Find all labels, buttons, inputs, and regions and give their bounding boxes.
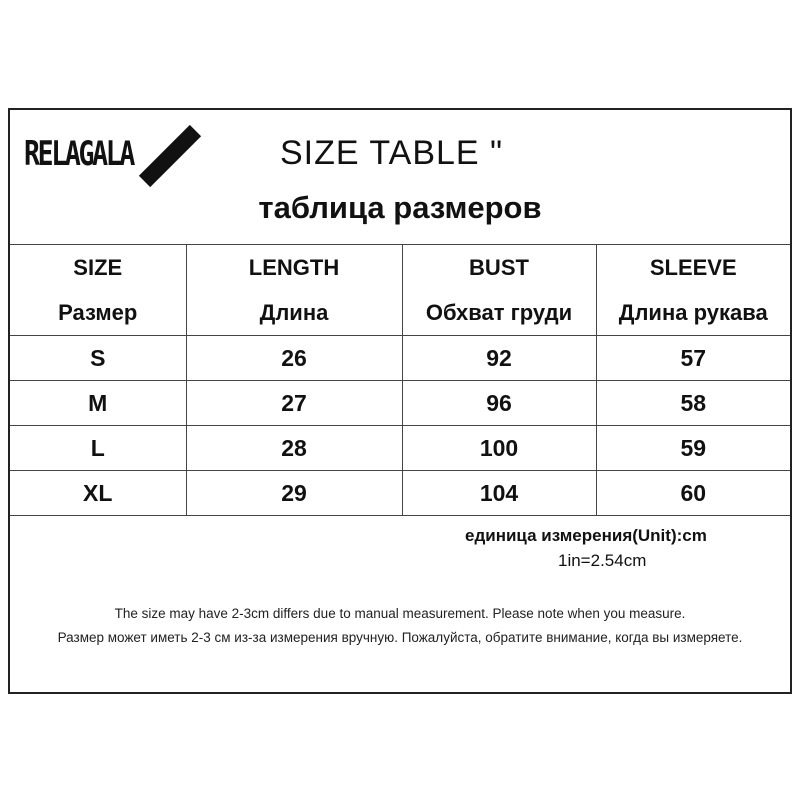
column-header-label-ru: Размер bbox=[58, 300, 138, 325]
cell-bust: 104 bbox=[402, 471, 596, 516]
cell-sleeve: 57 bbox=[596, 336, 790, 381]
column-header-label-en: BUST bbox=[469, 255, 529, 280]
brand-logo-text: RELAGALA bbox=[24, 134, 134, 174]
cell-size: L bbox=[10, 426, 186, 471]
column-header-size bbox=[10, 245, 186, 336]
cell-sleeve: 58 bbox=[596, 381, 790, 426]
table-row bbox=[10, 336, 790, 381]
column-header-label-en: SIZE bbox=[73, 255, 123, 280]
size-chart-header bbox=[10, 110, 790, 244]
size-table bbox=[10, 244, 790, 516]
column-header-length bbox=[186, 245, 402, 336]
size-chart-frame bbox=[8, 108, 792, 694]
cell-bust: 96 bbox=[402, 381, 596, 426]
cell-length: 29 bbox=[186, 471, 402, 516]
column-header-label-ru: Обхват груди bbox=[425, 300, 573, 325]
unit-note: единица измерения(Unit):cm bbox=[465, 526, 707, 545]
conversion-note: 1in=2.54cm bbox=[558, 551, 647, 570]
cell-size: S bbox=[10, 336, 186, 381]
disclaimer-russian: Размер может иметь 2-3 см из-за измерения вручную. Пожалуйста, обратите внимание, когда вы измеряете. bbox=[57, 630, 743, 645]
cell-bust: 100 bbox=[402, 426, 596, 471]
column-header-sleeve bbox=[596, 245, 790, 336]
cell-sleeve: 59 bbox=[596, 426, 790, 471]
logo-slash-mark bbox=[139, 125, 201, 187]
table-header-row bbox=[10, 245, 790, 336]
cell-size: XL bbox=[10, 471, 186, 516]
title-english: SIZE TABLE " bbox=[280, 134, 504, 172]
cell-length: 27 bbox=[186, 381, 402, 426]
cell-length: 28 bbox=[186, 426, 402, 471]
column-header-label-ru: Длина bbox=[259, 300, 329, 325]
column-header-bust bbox=[402, 245, 596, 336]
column-header-label-ru: Длина рукава bbox=[618, 300, 768, 325]
table-row bbox=[10, 426, 790, 471]
cell-length: 26 bbox=[186, 336, 402, 381]
cell-bust: 92 bbox=[402, 336, 596, 381]
table-row bbox=[10, 471, 790, 516]
title-russian: таблица размеров bbox=[258, 190, 542, 225]
table-row bbox=[10, 381, 790, 426]
cell-size: M bbox=[10, 381, 186, 426]
disclaimer-english: The size may have 2-3cm differs due to manual measurement. Please note when you measure. bbox=[114, 606, 686, 621]
column-header-label-en: SLEEVE bbox=[649, 255, 737, 280]
cell-sleeve: 60 bbox=[596, 471, 790, 516]
brand-logo bbox=[24, 130, 194, 186]
column-header-label-en: LENGTH bbox=[248, 255, 340, 280]
